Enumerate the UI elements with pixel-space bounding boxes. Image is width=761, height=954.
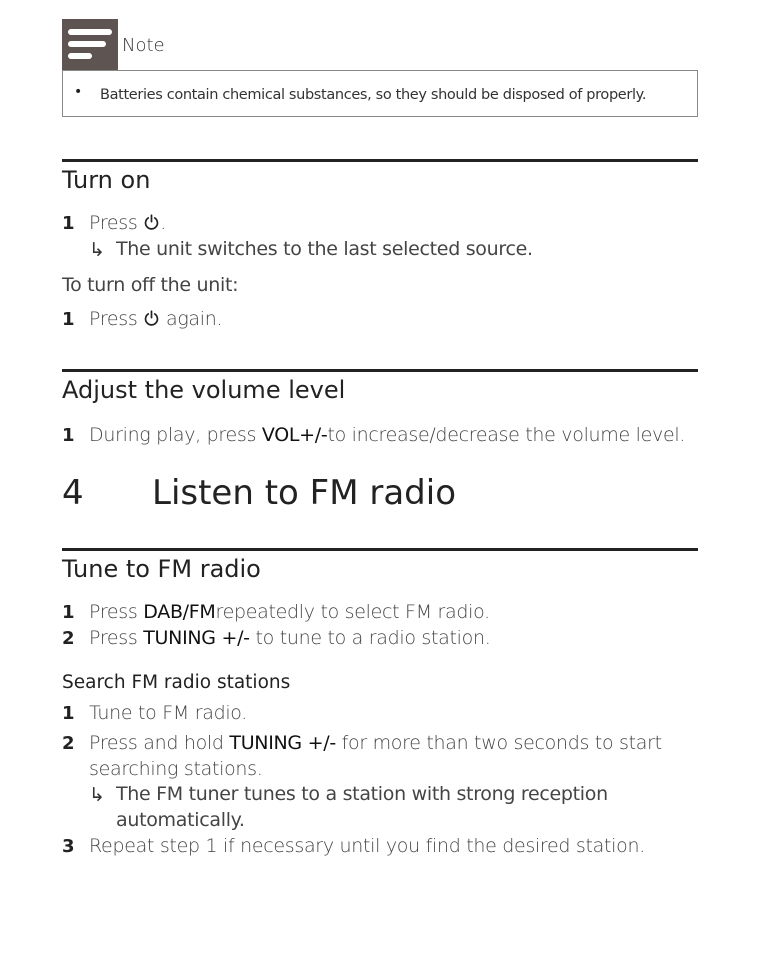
step-text: Press DAB/FMrepeatedly to select FM radio.: [89, 601, 490, 623]
step-text: Press and hold TUNING +/- for more than two seconds to start: [89, 732, 662, 754]
step-number: 1: [62, 703, 75, 724]
step-text: Repeat step 1 if necessary until you find the desired station.: [89, 835, 645, 857]
step-result-continued: automatically.: [116, 809, 245, 831]
step-number: 1: [62, 602, 75, 623]
section-rule: [62, 548, 698, 551]
section-rule: [62, 369, 698, 372]
result-arrow-icon: ↳: [89, 239, 105, 261]
step-text: Press again.: [89, 308, 223, 330]
key-tuning: TUNING +/-: [143, 627, 250, 649]
step-number: 1: [62, 213, 75, 234]
chapter-title: Listen to FM radio: [152, 473, 456, 513]
chapter-number: 4: [62, 473, 84, 513]
step-text: Press .: [89, 212, 166, 234]
key-dab-fm: DAB/FM: [143, 601, 216, 623]
step-number: 1: [62, 425, 75, 446]
note-icon: [62, 19, 118, 70]
step-text: Tune to FM radio.: [89, 702, 248, 724]
result-arrow-icon: ↳: [89, 784, 105, 806]
heading-tune-fm: Tune to FM radio: [62, 555, 261, 583]
step-number: 2: [62, 733, 75, 754]
note-text: Batteries contain chemical substances, so they should be disposed of properly.: [100, 87, 647, 103]
step-result: The FM tuner tunes to a station with strong reception: [116, 783, 608, 805]
heading-search-fm: Search FM radio stations: [62, 672, 291, 693]
step-number: 2: [62, 628, 75, 649]
turn-off-intro: To turn off the unit:: [62, 274, 239, 296]
step-text: Press TUNING +/- to tune to a radio station.: [89, 627, 491, 649]
step-result: The unit switches to the last selected source.: [116, 238, 533, 260]
section-rule: [62, 159, 698, 162]
heading-turn-on: Turn on: [62, 166, 151, 194]
power-icon: [143, 310, 160, 327]
note-label: Note: [122, 35, 165, 56]
step-number: 1: [62, 309, 75, 330]
key-tuning: TUNING +/-: [229, 732, 336, 754]
key-vol: VOL+/-: [261, 424, 328, 446]
step-number: 3: [62, 836, 75, 857]
heading-adjust-volume: Adjust the volume level: [62, 376, 346, 404]
power-icon: [143, 214, 160, 231]
note-bullet: •: [74, 84, 83, 100]
step-text: During play, press VOL+/-to increase/decrease the volume level.: [89, 424, 686, 446]
step-text-continued: searching stations.: [89, 758, 263, 780]
